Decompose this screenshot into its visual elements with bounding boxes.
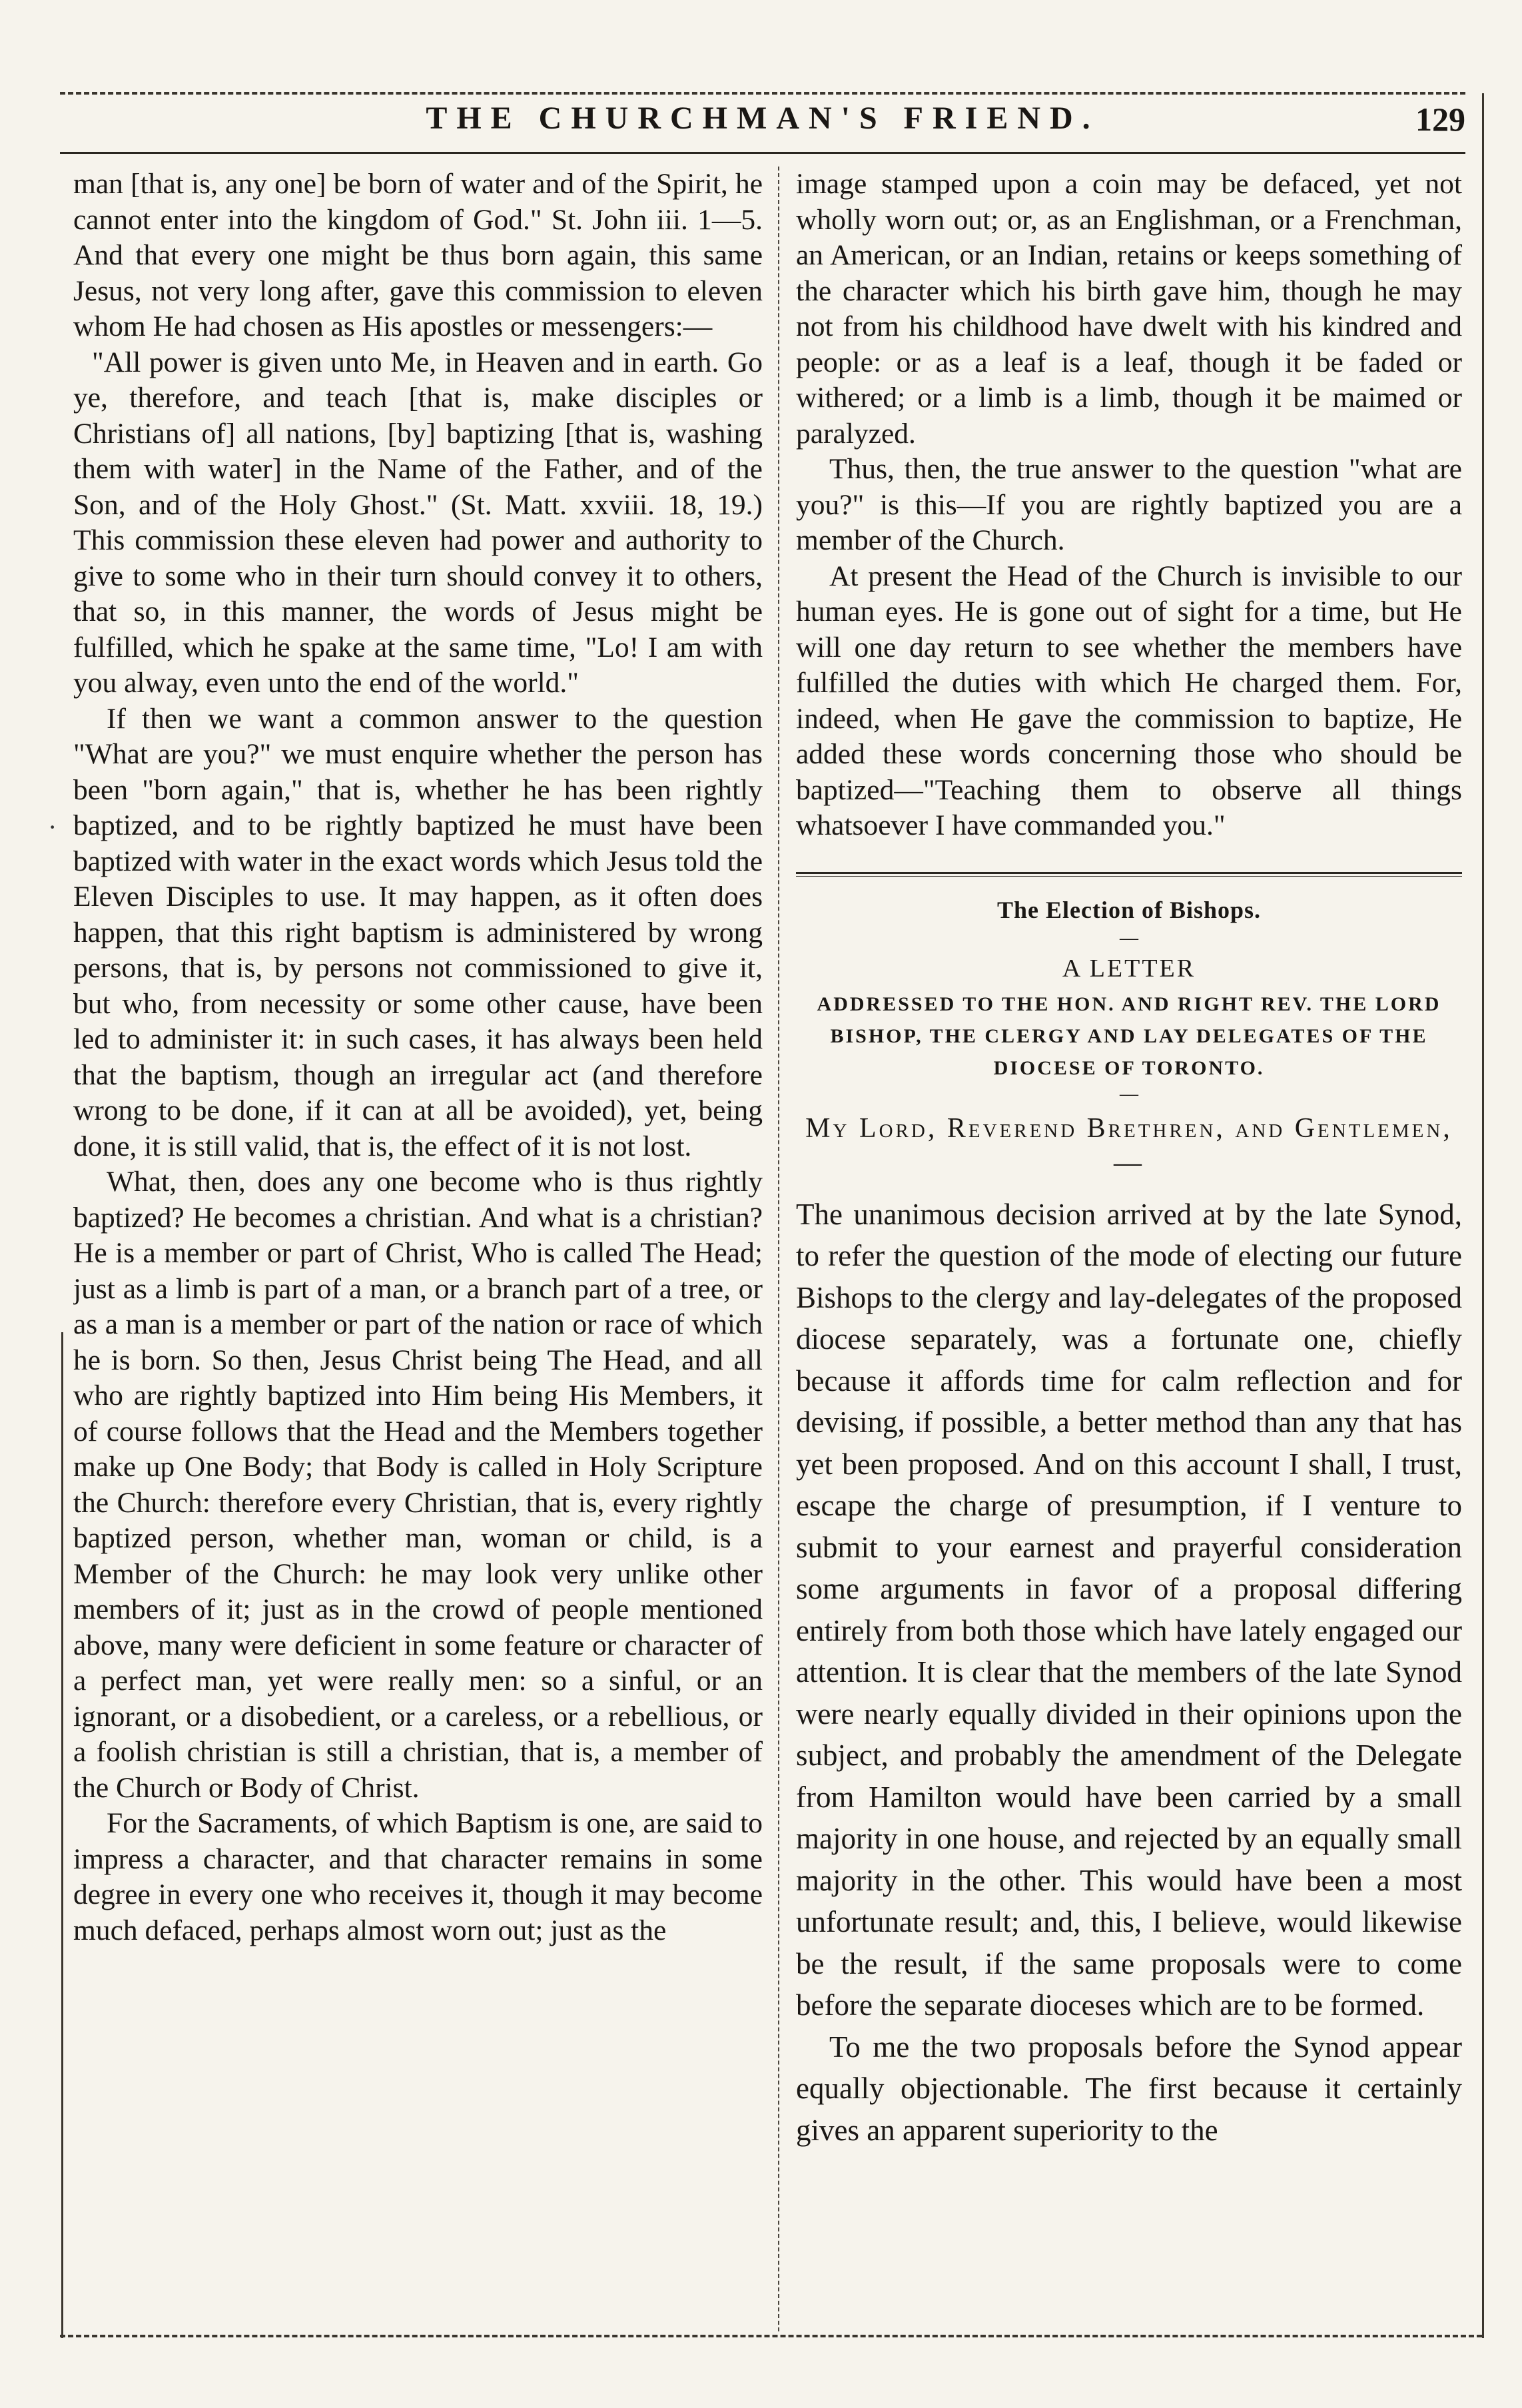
left-paragraph-2: "All power is given unto Me, in Heaven and in earth. Go ye, therefore, and teach [that is, make disciples or Christians of] all nations, [by] baptizing [that is, washing them with water] in the Name of the Father, and of the Son, and of the Holy Ghost." (St. Matt. xxviii. 18, 19.) This commission these eleven had power and authority to give to some who in their turn should convey it to others, that so, in this manner, the words of Jesus might be fulfilled, which he spake at the same time, "Lo! I am with you alway, even unto the end of the world.": [73, 346, 763, 699]
left-paragraph-5: For the Sacraments, of which Baptism is one, are said to impress a character, and that character remains in some degree in every one who receives it, though it may become much defaced, perhaps almost worn out; just as the: [73, 1807, 763, 1946]
section-title: The Election of Bishops.: [996, 896, 1262, 923]
letter-paragraph-1: The unanimous decision arrived at by the late Synod, to refer the question of the mode of electing our future Bishops to the clergy and lay-delegates of the proposed diocese separately, was a fortunate one, chiefly because it affords time for calm reflection and for devising, if possible, a better method than any that has yet been proposed. And on this account I shall, I trust, escape the charge of presumption, if I venture to submit to your earnest and prayerful consideration some arguments in favor of a proposal differing entirely from both those which have lately engaged our attention. It is clear that the members of the late Synod were nearly equally divided in their opinions upon the subject, and probably the amendment of the Delegate from Hamilton would have been carried by a small majority in one house, and rejected by an equally small majority in the other. This would have been a most unfortunate result; and, this, I believe, would likewise be the result, if the same proposals were to come before the separate dioceses which are to be formed.: [796, 1197, 1462, 2022]
letter-salutation: My Lord, Reverend Brethren, and Gentlemen,—: [805, 1112, 1453, 1178]
address-dash: —: [1120, 1083, 1138, 1104]
right-border-rule: [1482, 93, 1484, 2338]
bottom-dashed-rule: [60, 2335, 1482, 2337]
right-paragraph-2: Thus, then, the true answer to the question "what are you?" is this—If you are rightly baptized you are a member of the Church.: [796, 453, 1462, 556]
top-dashed-rule: [60, 92, 1465, 95]
right-paragraph-3: At present the Head of the Church is invisible to our human eyes. He is gone out of sight for a time, but He will one day return to see whether the members have fulfilled the duties with which He charged them. For, indeed, when He gave the commission to baptize, He added these words concerning those who should be baptized—"Teaching them to observe all things whatsoever I have commanded you.": [796, 560, 1462, 841]
page-number: 129: [1415, 101, 1465, 138]
letter-body: [796, 1194, 1462, 2152]
running-title: THE CHURCHMAN'S FRIEND.: [426, 101, 1100, 136]
letter-address: ADDRESSED TO THE HON. AND RIGHT REV. THE LORD BISHOP, THE CLERGY AND LAY DELEGATES OF THE DIOCESE OF TORONTO.: [817, 993, 1441, 1079]
left-paragraph-4: What, then, does any one become who is thus rightly baptized? He becomes a christian. And what is a christian? He is a member or part of Christ, Who is called The Head; just as a limb is part of a man, or a branch part of a tree, or as a man is a member or part of the nation or race of which he is born. So then, Jesus Christ being The Head, and all who are rightly baptized into Him being His Members, it of course follows that the Head and the Members together make up One Body; that Body is called in Holy Scripture the Church: therefore every Christian, that is, every rightly baptized person, whether man, woman or child, is a Member of the Church: he may look very unlike other members of it; just as in the crowd of people mentioned above, many were deficient in some feature or character of a perfect man, yet were really men: so a sinful, or an ignorant, or a disobedient, or a careless, or a rebellious, or a foolish christian is still a christian, that is, a member of the Church or Body of Christ.: [73, 1166, 763, 1804]
letter-title: A LETTER: [1062, 954, 1196, 983]
left-paragraph-1: man [that is, any one] be born of water and of the Spirit, he cannot enter into the kingdom of God." St. John iii. 1—5. And that every one might be thus born again, this same Jesus, not very long after, gave this commission to eleven whom He had chosen as His apostles or messengers:—: [73, 168, 763, 342]
header-rule: [60, 152, 1465, 154]
letter-paragraph-2: To me the two proposals before the Synod appear equally objectionable. The first because it certainly gives an apparent superiority to the: [796, 2030, 1462, 2147]
margin-mark: ·: [48, 812, 57, 842]
section-rule: [796, 872, 1462, 877]
left-paragraph-3: If then we want a common answer to the question "What are you?" we must enquire whether the person has been "born again," that is, whether he has been rightly baptized, and to be rightly baptized he must have been baptized with water in the exact words which Jesus told the Eleven Disciples to use. It may happen, as it often does happen, that this right baptism is administered by wrong persons, that is, by persons not commissioned to give it, but who, from necessity or some other cause, have been led to administer it: in such cases, it has always been held that the baptism, though an irregular act (and therefore wrong to be done, if it can at all be avoided), yet, being done, it is still valid, that is, the effect of it is not lost.: [73, 702, 763, 1162]
right-paragraph-1: image stamped upon a coin may be defaced, yet not wholly worn out; or, as an Englishman, or a Frenchman, an American, or an Indian, retains or keeps something of the character which his birth gave him, though he may not from his childhood have dwelt with his kindred and people: or as a leaf is a leaf, though it be faded or withered; or a limb is a limb, though it be maimed or paralyzed.: [796, 168, 1462, 450]
column-divider: [778, 167, 779, 2331]
left-column: [73, 167, 763, 2331]
left-border-rule: [61, 1332, 63, 2338]
page-header: [60, 100, 1465, 153]
section-dash: —: [1120, 927, 1138, 949]
right-column: [796, 167, 1462, 2331]
